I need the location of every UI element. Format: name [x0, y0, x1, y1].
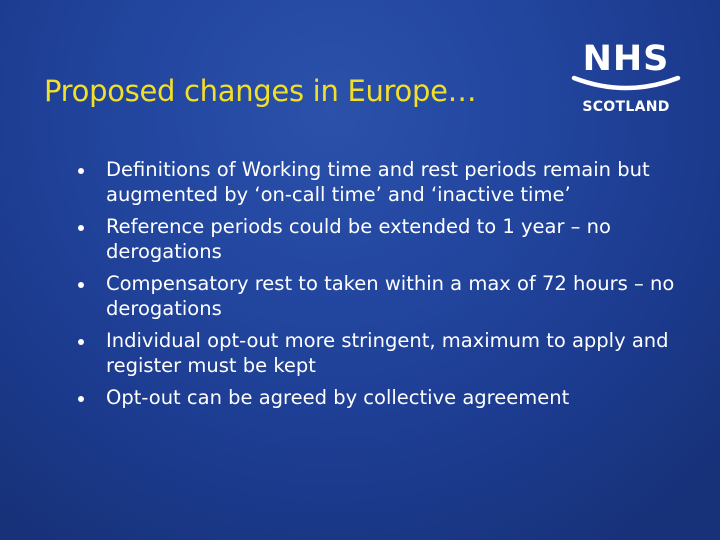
bullet-text: Definitions of Working time and rest periods remain but augmented by ‘on-call time’ and ‘inactive time’ [106, 158, 650, 206]
bullet-dot-icon [78, 168, 84, 174]
bullet-text: Opt-out can be agreed by collective agreement [106, 386, 570, 409]
logo-sub-text: SCOTLAND [582, 99, 670, 115]
bullet-text: Compensatory rest to taken within a max of 72 hours – no derogations [106, 272, 675, 320]
slide-title: Proposed changes in Europe… [44, 74, 477, 108]
bullet-item [78, 157, 678, 207]
bullet-item [78, 328, 678, 378]
logo-main-text: NHS [582, 39, 670, 79]
bullet-dot-icon [78, 396, 84, 402]
bullet-item [78, 271, 678, 321]
nhs-scotland-logo [570, 40, 682, 120]
bullet-dot-icon [78, 339, 84, 345]
bullet-list [78, 157, 678, 417]
bullet-text: Individual opt-out more stringent, maximum to apply and register must be kept [106, 329, 669, 377]
bullet-dot-icon [78, 282, 84, 288]
bullet-item [78, 385, 678, 410]
bullet-dot-icon [78, 225, 84, 231]
bullet-item [78, 214, 678, 264]
bullet-text: Reference periods could be extended to 1 year – no derogations [106, 215, 611, 263]
